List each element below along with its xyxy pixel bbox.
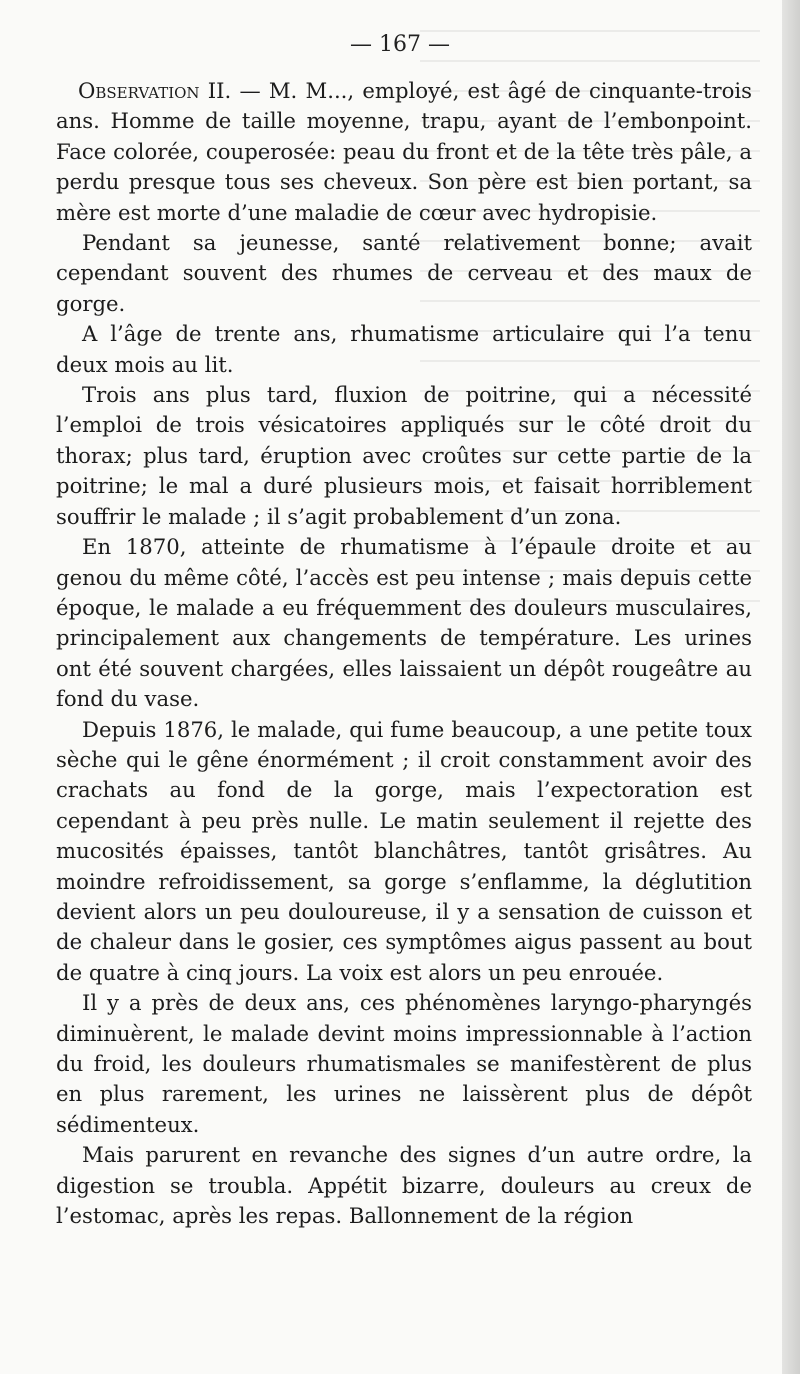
paragraph: Mais parurent en revanche des signes d’un autre ordre, la digestion se troubla. Appétit bizarre, douleurs au creux de l’estomac, après les repas. Ballonnement de la région — [56, 1142, 752, 1229]
paragraph-observation — [56, 76, 752, 228]
paragraph: Trois ans plus tard, fluxion de poitrine, qui a nécessité l’emploi de trois vésicatoires appliqués sur le côté droit du thorax; plus tard, éruption avec croûtes sur cette partie de la poitrine; le mal a duré plusieurs mois, et faisait horriblement souffrir le malade ; il s’agit probablement d’un zona. — [56, 382, 752, 529]
paragraph: A l’âge de trente ans, rhumatisme articulaire qui l’a tenu deux mois au lit. — [56, 321, 752, 377]
page-number: — 167 — — [350, 32, 450, 57]
paragraph: Pendant sa jeunesse, santé relativement bonne; avait cependant souvent des rhumes de cerveau et des maux de gorge. — [56, 230, 752, 316]
paragraph: Il y a près de deux ans, ces phénomènes laryngo-pharyngés diminuèrent, le malade devint moins impressionnable à l’action du froid, les douleurs rhumatismales se manifestèrent de plus en plus rarement, les urines ne laissèrent plus de dépôt sédimenteux. — [56, 990, 752, 1137]
paragraph-text: — M. M..., employé, est âgé de cinquante-trois ans. Homme de taille moyenne, trapu, ayant de l’embonpoint. Face colorée, couperosée: peau du front et de la tête très pâle, a perdu presque tous ses cheveux. Son père est bien portant, sa mère est morte d’une maladie de cœur avec hydropisie. — [56, 78, 752, 225]
observation-heading: Observation II. — [78, 78, 232, 103]
page-edge — [782, 0, 800, 1374]
paragraph: En 1870, atteinte de rhumatisme à l’épaule droite et au genou du même côté, l’accès est peu intense ; mais depuis cette époque, le malade a eu fréquemment des douleurs musculaires, principalement aux changements de température. Les urines ont été souvent chargées, elles laissaient un dépôt rougeâtre au fond du vase. — [56, 534, 752, 712]
page-body — [56, 76, 752, 1231]
paragraph: Depuis 1876, le malade, qui fume beaucoup, a une petite toux sèche qui le gêne énormément ; il croit constamment avoir des crachats au fond de la gorge, mais l’expectoration est cependant à peu près nulle. Le matin seulement il rejette des mucosités épaisses, tantôt blanchâtres, tantôt grisâtres. Au moindre refroidissement, sa gorge s’enflamme, la déglutition devient alors un peu douloureuse, il y a sensation de cuisson et de chaleur dans le gosier, ces symptômes aigus passent au bout de quatre à cinq jours. La voix est alors un peu enrouée. — [56, 716, 752, 985]
